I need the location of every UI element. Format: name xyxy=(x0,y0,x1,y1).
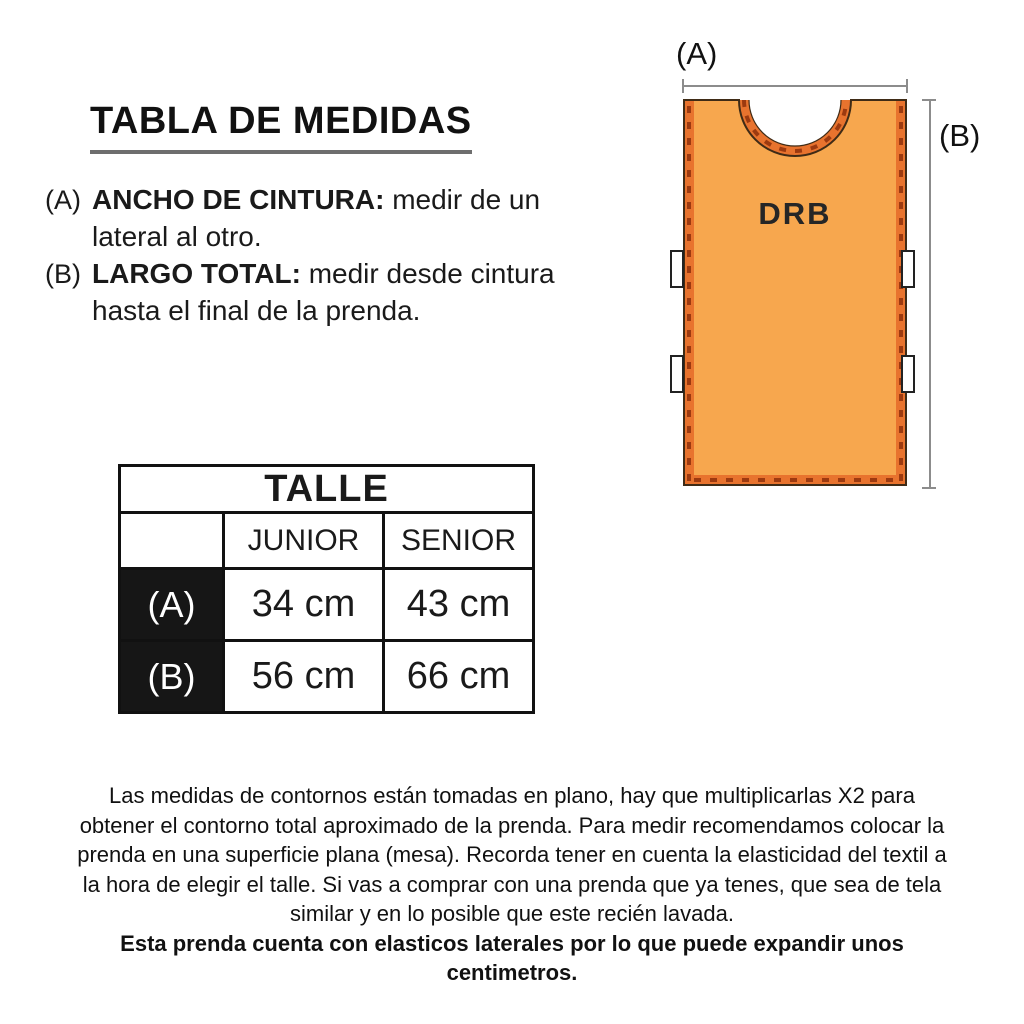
bib-side-tab-left-upper xyxy=(670,250,684,288)
size-table-key-a: (A) xyxy=(120,569,224,641)
measurement-item-b xyxy=(45,255,575,329)
height-measure-tick-bottom xyxy=(922,487,936,489)
page-title: TABLA DE MEDIDAS xyxy=(90,100,472,154)
measurement-item-a xyxy=(45,181,575,255)
size-table-col-junior: JUNIOR xyxy=(224,513,384,569)
table-row xyxy=(120,569,534,641)
size-table-value-a-junior: 34 cm xyxy=(224,569,384,641)
height-measure-tick-top xyxy=(922,99,936,101)
footer-notes xyxy=(72,781,952,988)
size-table-value-b-senior: 66 cm xyxy=(384,641,534,713)
elastic-note: Esta prenda cuenta con elasticos laterales por lo que puede expandir unos centimetros. xyxy=(120,930,904,985)
diagram-height-label: (B) xyxy=(939,118,981,153)
measuring-note: Las medidas de contornos están tomadas en plano, hay que multiplicarlas X2 para obtener el contorno total aproximado de la prenda. Para medir recomendamos colocar la prenda en una superficie plana (mesa). Recorda tener en cuenta la elasticidad del textil a la hora de elegir el talle. Si vas a comprar con una prenda que ya tenes, que sea de tela similar y en lo posible que este recién lavada. xyxy=(77,783,947,926)
bib-brand-text: DRB xyxy=(758,196,832,231)
size-table-key-b: (B) xyxy=(120,641,224,713)
size-table-header-row xyxy=(120,513,534,569)
bib-side-tab-right-lower xyxy=(901,355,915,393)
size-table-title: TALLE xyxy=(120,466,534,513)
size-table-value-a-senior: 43 cm xyxy=(384,569,534,641)
size-table-col-senior: SENIOR xyxy=(384,513,534,569)
table-row xyxy=(120,641,534,713)
measurement-label-b: LARGO TOTAL: xyxy=(92,258,301,289)
measurement-definitions xyxy=(45,181,575,329)
size-table-blank-cell xyxy=(120,513,224,569)
measurement-desc-a: medir de un lateral al otro. xyxy=(92,184,541,252)
measurement-label-a: ANCHO DE CINTURA: xyxy=(92,184,385,215)
diagram-width-label: (A) xyxy=(676,36,718,71)
measurement-key-a: (A) xyxy=(45,185,81,215)
measurement-desc-b: medir desde cintura hasta el final de la prenda. xyxy=(92,258,555,326)
bib-illustration xyxy=(682,94,908,491)
width-measure-tick-left xyxy=(682,79,684,93)
size-table-title-row xyxy=(120,466,534,513)
bib-side-tab-right-upper xyxy=(901,250,915,288)
width-measure-line xyxy=(683,85,907,87)
size-table-value-b-junior: 56 cm xyxy=(224,641,384,713)
height-measure-line xyxy=(929,100,931,489)
measurement-key-b: (B) xyxy=(45,259,81,289)
width-measure-tick-right xyxy=(906,79,908,93)
size-table xyxy=(118,464,535,714)
bib-body-shape xyxy=(684,100,906,485)
bib-side-tab-left-lower xyxy=(670,355,684,393)
